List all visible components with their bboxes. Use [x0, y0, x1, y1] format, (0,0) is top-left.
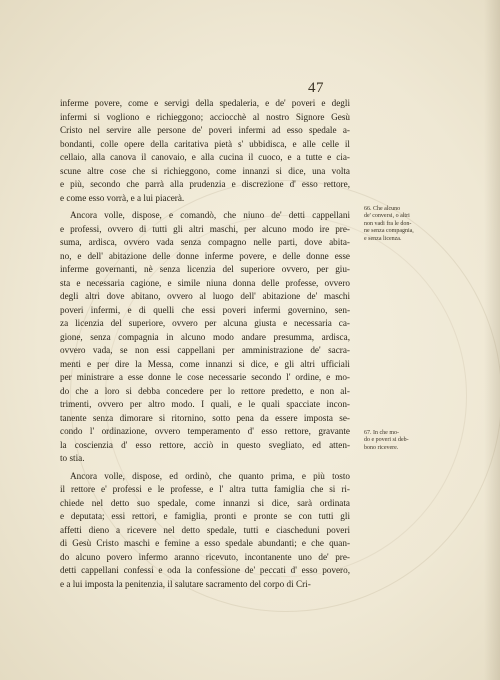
- text-line: e a lui imposta la penitenzia, il salutare sacramento del corpo di Cri-: [60, 578, 311, 589]
- margin-note-line: ne senza compagnia,: [364, 228, 414, 235]
- text-line: chiede nel detto suo spedale, come innanzi si dice, sarà ordinata: [60, 497, 350, 508]
- text-line: bondanti, colle opere della caritativa pietà s' ubbidisca, e alle celle il: [60, 138, 350, 149]
- text-line: trimenti, ovvero per altro modo. I quali, e le quali spacciate incon-: [60, 399, 350, 409]
- margin-note-line: e senza licenza.: [364, 235, 402, 242]
- text-line: di Gesù Cristo maschi e femine a esso spedale abundanti; e che quan-: [60, 538, 350, 548]
- margin-note-line: 66. Che alcuno: [364, 206, 401, 212]
- margin-note-67: [364, 430, 426, 452]
- text-line: detti cappellani confessi e oda la confessione de' peccati d' esso povero,: [60, 565, 350, 575]
- margin-note-line: 67. In che mo-: [364, 430, 399, 436]
- text-line: menti e per dire la Messa, come innanzi si dice, e gli altri ufficiali: [60, 358, 350, 369]
- text-line: inferme povere, come e servigi della spedaleria, e de' poveri e degli: [60, 98, 350, 108]
- text-line: to stia.: [60, 453, 85, 463]
- text-line: Ancora volle, dispose, ed ordinò, che quanto prima, e più tosto: [70, 470, 350, 481]
- text-line: gione, senza compagnia in alcuno modo andare presumma, ardisca,: [60, 331, 350, 342]
- text-line: cellaio, alla canova il canovaio, e alla cucina il cuoco, e a tutte e cia-: [60, 152, 350, 162]
- text-line: Ancora volle, dispose, e comandò, che niuno de' detti cappellani: [70, 210, 350, 220]
- text-line: per ministrare a esse donne le cose necessarie secondo l' ordine, e mo-: [60, 372, 350, 382]
- margin-note-line: non vadi fra le don-: [364, 220, 412, 227]
- text-line: poveri infermi, e di quelli che essi poveri infermi governino, sen-: [60, 304, 350, 315]
- margin-note-line: de' conversi, o altri: [364, 213, 410, 220]
- text-line: e professi, ovvero di tutti gli altri maschi, per alcuno modo ire pre-: [60, 223, 350, 234]
- text-line: do alcuno povero infermo aranno ricevuto, incontanente uno de' pre-: [60, 551, 350, 562]
- text-line: Cristo nel servire alle persone de' poveri infermi ad esso spedale a-: [60, 125, 350, 135]
- text-line: condo l' ordinazione, ovvero temperamento d' esso rettore, gravante: [60, 426, 350, 436]
- text-line: inferme governanti, nè senza licenzia del superiore ovvero, per giu-: [60, 264, 350, 274]
- text-line: scune altre cose che si richieggono, come innanzi si dice, una volta: [60, 165, 350, 176]
- text-line: ovvero vada, se non essi cappellani per amministrazione de' sacra-: [60, 345, 350, 355]
- text-line: sta e necessaria cagione, e simile niuna donna delle professe, ovvero: [60, 277, 350, 288]
- paragraph: [60, 209, 350, 466]
- text-line: suma, ardisca, ovvero vada senza compagno nelle parti, dove abita-: [60, 237, 350, 247]
- text-line: la coscienzia d' esso rettore, acciò in questo svegliato, ed atten-: [60, 439, 350, 450]
- page-fold-shadow: [484, 0, 500, 680]
- text-line: infermi si vogliono e richieggono; acciocchè al nostro Signore Gesù: [60, 111, 350, 122]
- text-line: e più, secondo che parrà alla prudenzia e discrezione d' esso rettore,: [60, 179, 350, 189]
- text-line: degli altri dove abitano, ovvero al luogo dell' abitazione de' maschi: [60, 291, 350, 301]
- page-number: 47: [308, 80, 324, 96]
- paragraph: [60, 97, 350, 205]
- margin-note-66: [364, 206, 426, 243]
- text-line: za licenzia del superiore, ovvero per alcuna giusta e necessaria ca-: [60, 318, 350, 328]
- text-line: il rettore e' professi e le professe, e l' altra tutta famiglia che si ri-: [60, 484, 350, 494]
- margin-note-line: do e poveri si deb-: [364, 437, 409, 444]
- text-line: e come esso vorrà, e a lui piacerà.: [60, 192, 185, 203]
- text-line: e deputata; essi rettori, e famiglia, pronti e pronte se con tutti gli: [60, 511, 350, 521]
- text-line: affetti dieno a ricevere nel detto spedale, tutti e ciascheduni poveri: [60, 524, 350, 535]
- margin-note-line: bono ricevere.: [364, 444, 399, 451]
- text-line: do che a loro si debba concedere per lo rettore predetto, e non al-: [60, 385, 350, 396]
- paragraph: [60, 470, 350, 592]
- body-text: [60, 97, 350, 591]
- text-line: no, e dell' abitazione delle donne inferme povere, e delle donne esse: [60, 250, 350, 261]
- text-line: tanente senza dimorare si ritornino, sotto pena da essere imposta se-: [60, 412, 350, 423]
